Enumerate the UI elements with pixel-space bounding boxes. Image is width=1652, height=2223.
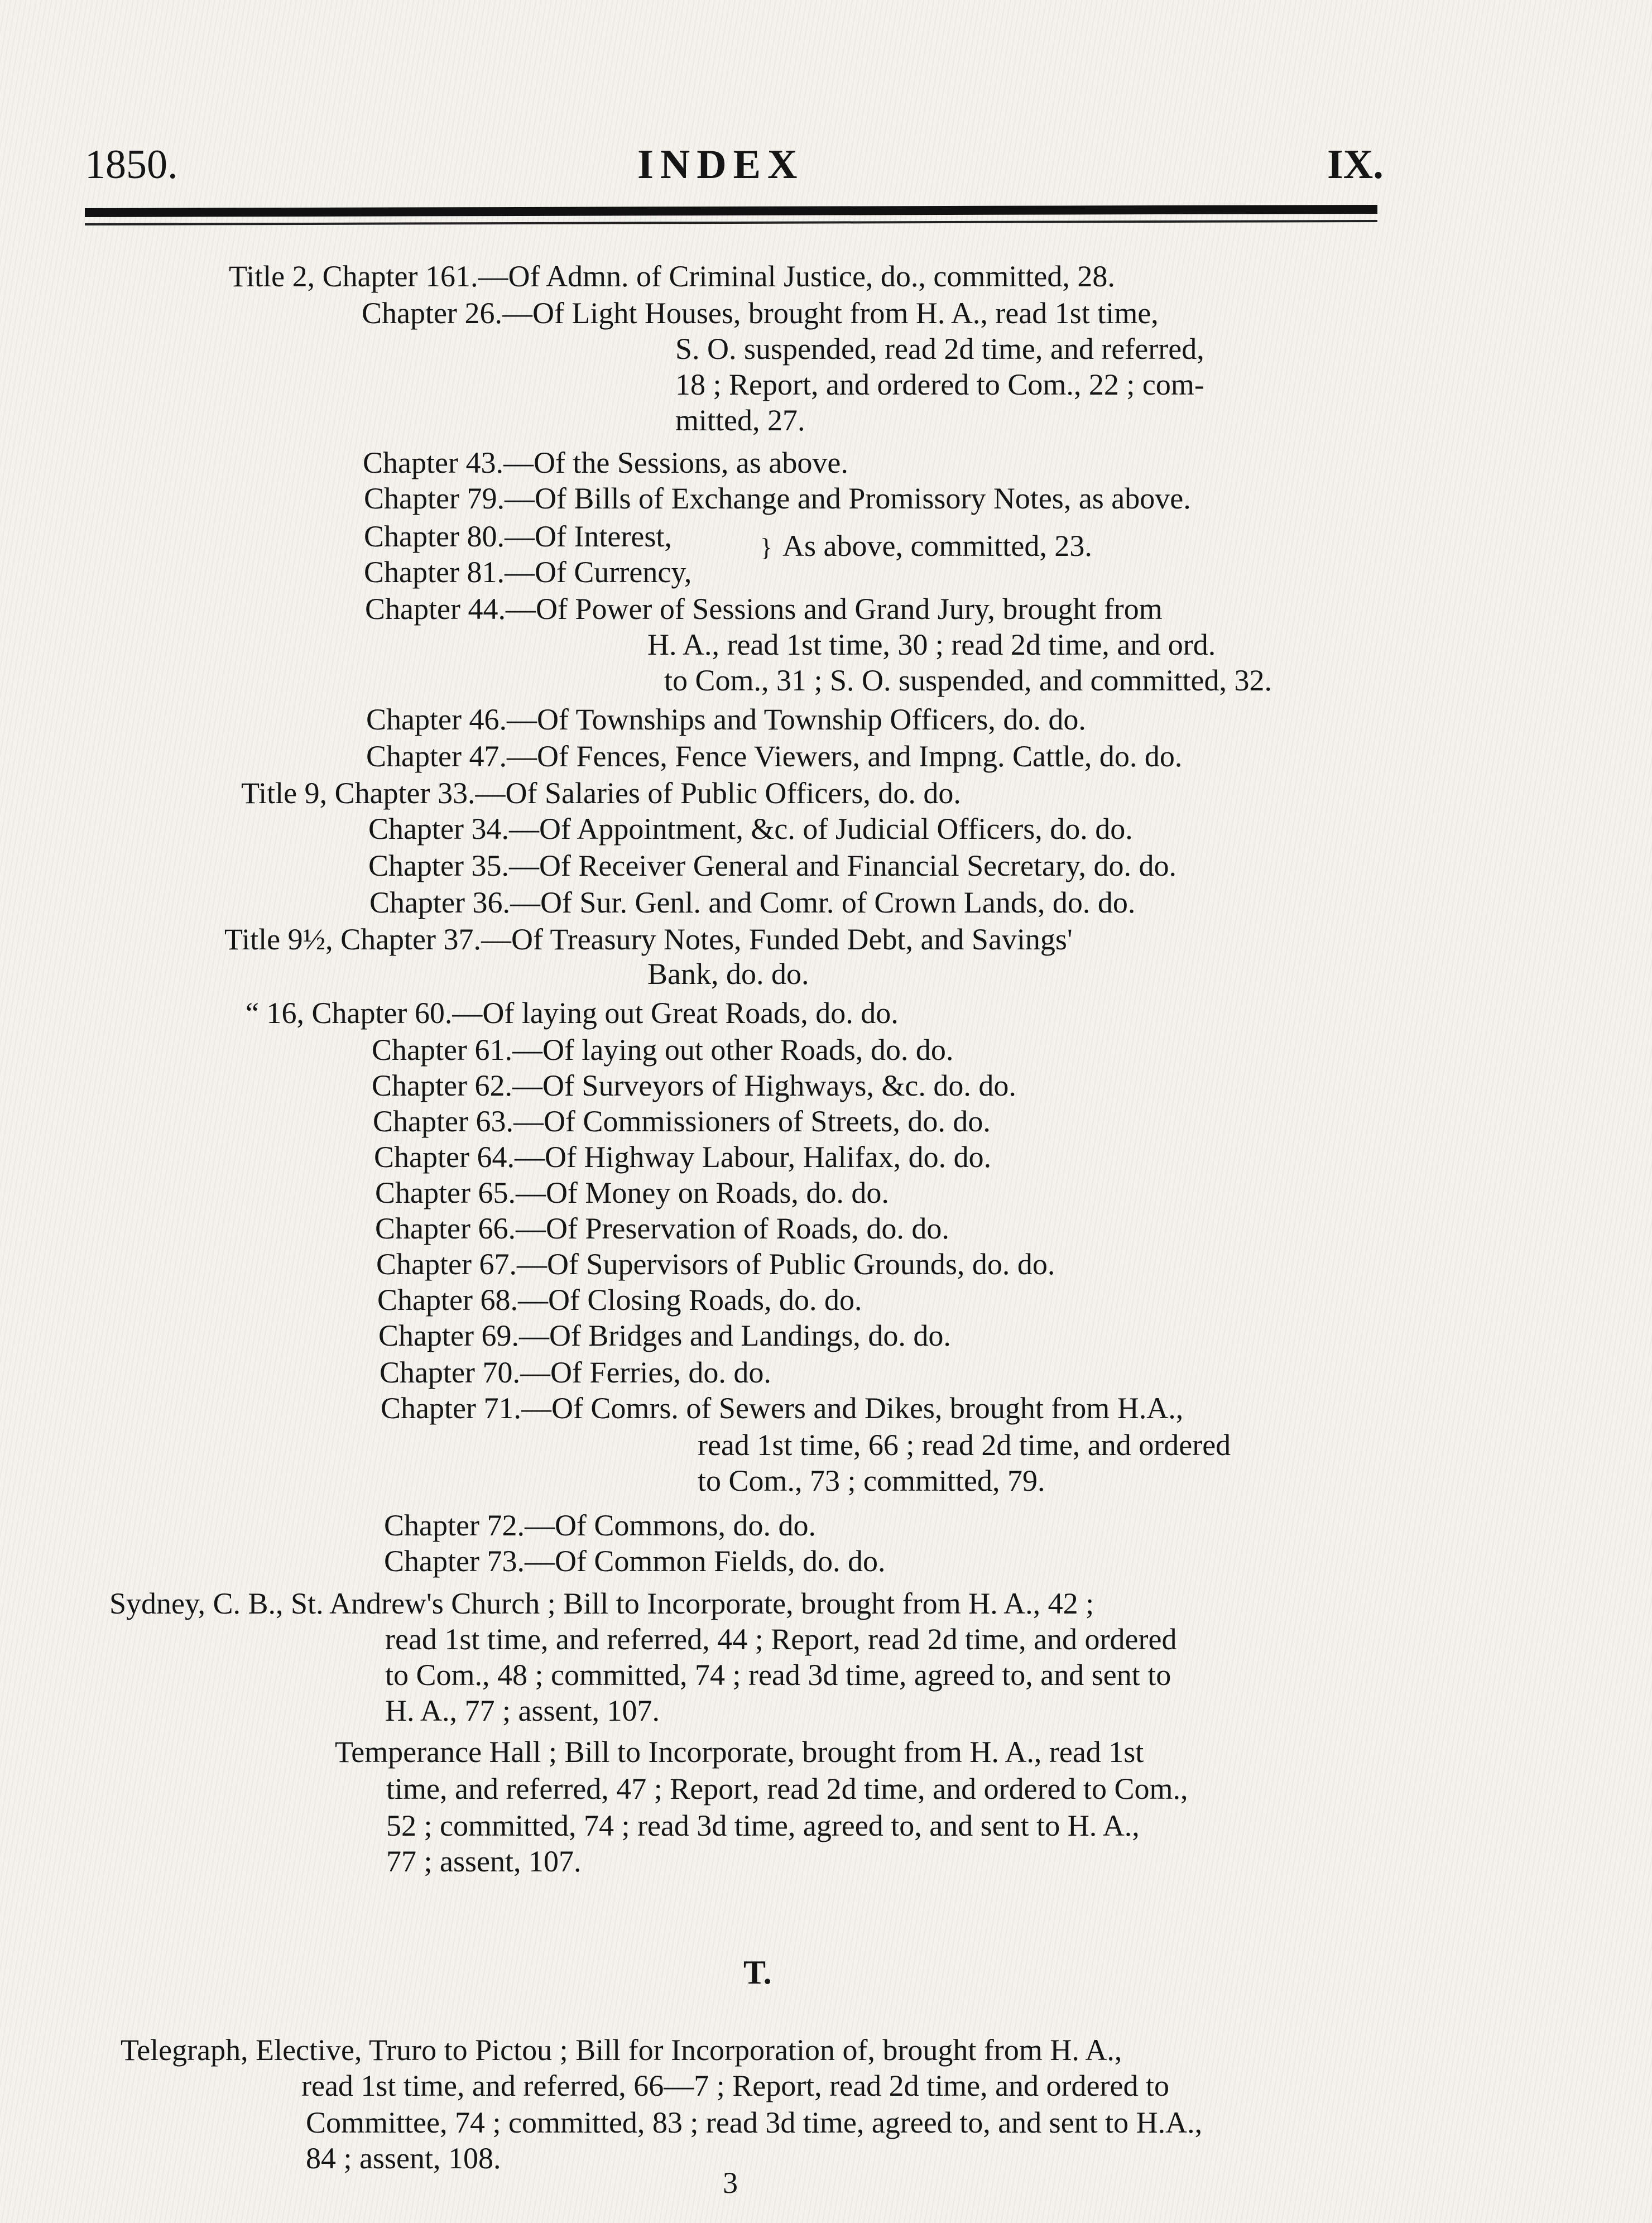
index-line: Bank, do. do. (647, 957, 809, 991)
index-line: Chapter 72.—Of Commons, do. do. (384, 1509, 816, 1542)
index-line: Sydney, C. B., St. Andrew's Church ; Bill to Incorporate, brought from H. A., 42 ; (109, 1587, 1094, 1620)
index-line: Chapter 66.—Of Preservation of Roads, do. do. (375, 1212, 949, 1245)
index-line: read 1st time, and referred, 44 ; Report, read 2d time, and ordered (385, 1622, 1177, 1656)
index-line: S. O. suspended, read 2d time, and referred, (675, 332, 1204, 366)
index-line: Temperance Hall ; Bill to Incorporate, brought from H. A., read 1st (335, 1735, 1144, 1769)
index-line: Chapter 43.—Of the Sessions, as above. (363, 446, 848, 479)
index-line: Chapter 65.—Of Money on Roads, do. do. (375, 1176, 889, 1209)
header-rule-thin (85, 220, 1377, 225)
signature-mark: 3 (723, 2166, 738, 2200)
index-line: 84 ; assent, 108. (306, 2142, 501, 2175)
index-line: Chapter 73.—Of Common Fields, do. do. (384, 1544, 886, 1578)
page-folio: IX. (1327, 142, 1384, 188)
index-line: read 1st time, 66 ; read 2d time, and ordered (698, 1428, 1231, 1462)
header-rule-thick (85, 205, 1377, 217)
index-line: Chapter 67.—Of Supervisors of Public Grounds, do. do. (376, 1247, 1055, 1281)
index-line: H. A., 77 ; assent, 107. (385, 1694, 660, 1727)
index-line: Telegraph, Elective, Truro to Pictou ; Bill for Incorporation of, brought from H. A., (121, 2033, 1122, 2067)
index-line: “ 16, Chapter 60.—Of laying out Great Roads, do. do. (246, 996, 899, 1030)
index-line: read 1st time, and referred, 66—7 ; Report, read 2d time, and ordered to (301, 2069, 1169, 2102)
index-line: Chapter 69.—Of Bridges and Landings, do. do. (378, 1319, 951, 1352)
index-line: Chapter 47.—Of Fences, Fence Viewers, and Impng. Cattle, do. do. (366, 740, 1183, 773)
index-line: Chapter 36.—Of Sur. Genl. and Comr. of Crown Lands, do. do. (369, 886, 1136, 919)
index-line: Chapter 70.—Of Ferries, do. do. (380, 1356, 771, 1389)
index-line: Chapter 79.—Of Bills of Exchange and Promissory Notes, as above. (364, 482, 1191, 515)
index-line: to Com., 31 ; S. O. suspended, and committed, 32. (664, 664, 1272, 697)
index-line: Title 2, Chapter 161.—Of Admn. of Criminal Justice, do., committed, 28. (229, 260, 1115, 293)
index-line: Committee, 74 ; committed, 83 ; read 3d time, agreed to, and sent to H.A., (306, 2106, 1203, 2139)
index-line: to Com., 48 ; committed, 74 ; read 3d time, agreed to, and sent to (385, 1658, 1171, 1692)
index-line: Chapter 71.—Of Comrs. of Sewers and Dikes, brought from H.A., (381, 1391, 1184, 1425)
index-line: to Com., 73 ; committed, 79. (698, 1464, 1045, 1497)
section-letter: T. (743, 1954, 772, 1991)
index-line: Chapter 44.—Of Power of Sessions and Grand Jury, brought from (365, 592, 1163, 626)
index-line: 52 ; committed, 74 ; read 3d time, agreed to, and sent to H. A., (386, 1809, 1140, 1842)
index-line: Chapter 81.—Of Currency, (364, 555, 692, 589)
page-title: INDEX (637, 142, 804, 188)
brace-icon: } (760, 533, 773, 561)
index-line: Chapter 64.—Of Highway Labour, Halifax, do. do. (374, 1140, 992, 1174)
index-line: mitted, 27. (675, 404, 805, 437)
index-line: Chapter 46.—Of Townships and Township Officers, do. do. (366, 703, 1086, 736)
index-line: Chapter 68.—Of Closing Roads, do. do. (377, 1283, 862, 1317)
index-line: Chapter 80.—Of Interest, (364, 520, 672, 553)
index-line: time, and referred, 47 ; Report, read 2d time, and ordered to Com., (386, 1772, 1188, 1806)
index-line: 77 ; assent, 107. (386, 1845, 582, 1878)
index-line: Chapter 34.—Of Appointment, &c. of Judicial Officers, do. do. (368, 812, 1133, 846)
index-line: Chapter 61.—Of laying out other Roads, do. do. (372, 1033, 954, 1067)
index-line: 18 ; Report, and ordered to Com., 22 ; com- (675, 368, 1204, 401)
index-line: Chapter 62.—Of Surveyors of Highways, &c. do. do. (372, 1069, 1016, 1102)
index-line: Chapter 63.—Of Commissioners of Streets, do. do. (373, 1105, 991, 1138)
index-line: As above, committed, 23. (782, 529, 1092, 563)
index-line: Title 9½, Chapter 37.—Of Treasury Notes, Funded Debt, and Savings' (224, 923, 1073, 956)
index-line: Chapter 26.—Of Light Houses, brought from H. A., read 1st time, (362, 296, 1159, 330)
index-line: Chapter 35.—Of Receiver General and Financial Secretary, do. do. (368, 849, 1176, 882)
index-line: Title 9, Chapter 33.—Of Salaries of Public Officers, do. do. (241, 776, 961, 810)
index-line: H. A., read 1st time, 30 ; read 2d time, and ord. (647, 628, 1216, 661)
page-year: 1850. (85, 142, 178, 188)
